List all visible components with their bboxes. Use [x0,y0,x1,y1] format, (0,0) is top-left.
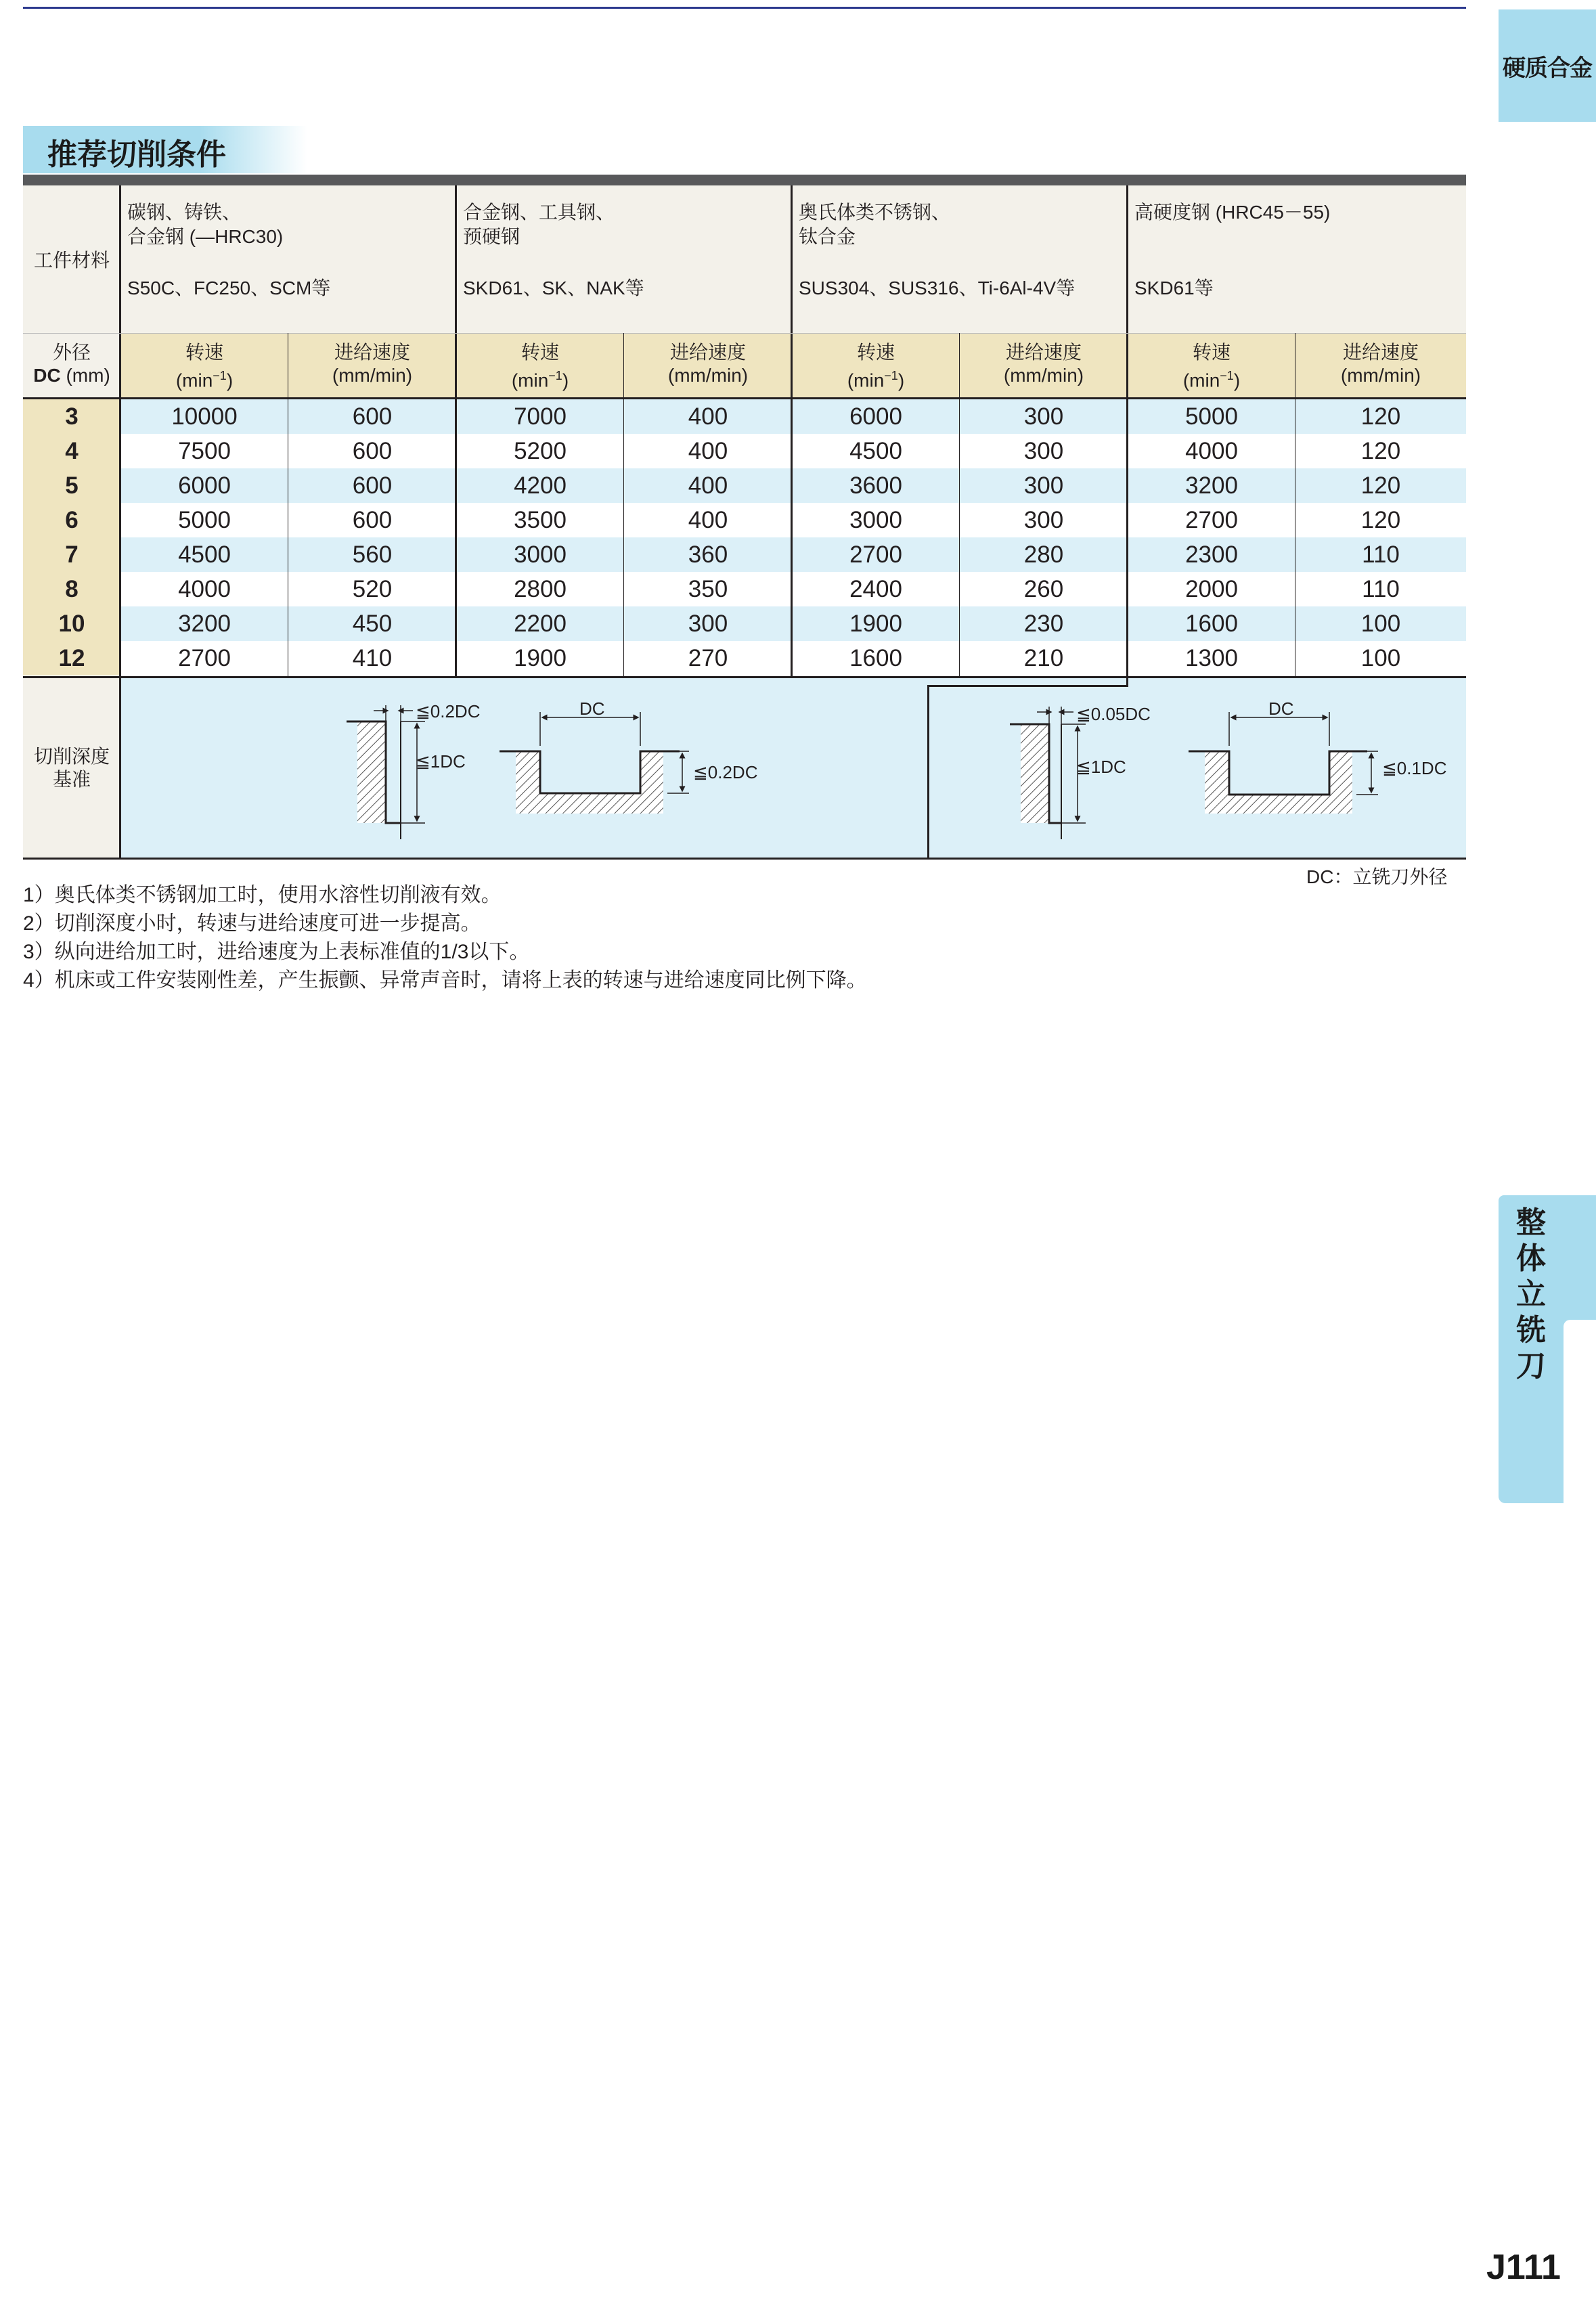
feed-value: 400 [688,438,728,464]
side-milling-diagram-left [347,705,425,839]
section-tab-label [1499,1205,1564,1384]
feed-value: 300 [1023,403,1064,430]
slot-dc-label-left: DC [579,698,605,719]
speed-value: 4500 [849,438,902,464]
tab-char: 铣 [1516,1313,1546,1348]
feed-value: 560 [352,541,393,568]
depth-diagram-svg [120,678,1466,858]
speed-value: 7000 [514,403,567,430]
speed-value: 6000 [178,472,231,499]
section-title-banner [23,126,307,173]
material-label: 工件材料 [33,250,110,271]
speed-header: 转速 $(\min^{-1})$ [1128,333,1295,398]
footnotes [23,881,867,995]
feed-value: 450 [352,610,393,637]
material-examples: SKD61、SK、NAK等 [463,277,644,298]
feed-value: 210 [1023,645,1064,671]
speed-value: 1900 [514,645,567,671]
tab-notch [1564,1320,1596,1509]
speed-value: 7500 [178,438,231,464]
feed-value: 110 [1362,576,1400,602]
dc-value: 5 [23,468,120,503]
grid-line [927,685,1128,687]
feed-value: 120 [1360,438,1401,464]
feed-value: 270 [688,645,728,671]
speed-value: 5000 [1185,403,1238,430]
speed-value: 2800 [514,576,567,602]
material-name: 碳钢、铸铁、 [127,202,242,223]
feed-value: 280 [1023,541,1064,568]
slot-dc-label-right: DC [1268,698,1294,719]
feed-value: 300 [1023,472,1064,499]
grid-line [23,397,1466,399]
feed-value: 300 [1023,438,1064,464]
tab-char: 体 [1516,1241,1546,1276]
table-row [23,606,1466,641]
speed-value: 4500 [178,541,231,568]
tab-char: 刀 [1516,1349,1546,1383]
dc-value: 7 [23,537,120,572]
feed-header: 进给速度 (mm/min) [288,333,456,398]
speed-value: 2300 [1185,541,1238,568]
speed-value: 4000 [178,576,231,602]
dc-header: 外径 DC (mm) [23,333,120,398]
table-row [23,434,1466,468]
dc-note: DC：立铣刀外径 [1306,866,1448,887]
feed-value: 260 [1023,576,1064,602]
speed-value: 3200 [1185,472,1238,499]
dc-value: 3 [23,399,120,434]
speed-value: 3000 [849,507,902,533]
speed-header: 转速 $(\min^{-1})$ [456,333,624,398]
material-examples: SUS304、SUS316、Ti-6Al-4V等 [799,277,1076,298]
dc-value: 4 [23,434,120,468]
grid-line [959,333,960,676]
speed-value: 1600 [1185,610,1238,637]
speed-value: 1600 [849,645,902,671]
side-ap-label-right: ≦1DC [1076,757,1126,777]
speed-value: 2400 [849,576,902,602]
material-examples: S50C、FC250、SCM等 [127,277,331,298]
tab-char: 整 [1516,1205,1546,1240]
footnote: 3）纵向进给加工时，进给速度为上表标准值的1/3以下。 [23,941,530,963]
material-name: 钛合金 [799,226,856,247]
dc-value: 12 [23,641,120,675]
material-cell [120,185,456,333]
grid-line [23,676,1466,678]
material-cell [456,185,792,333]
dc-value: 6 [23,503,120,537]
speed-value: 5200 [514,438,567,464]
feed-value: 400 [688,403,728,430]
material-name: 高硬度钢 (HRC45－55) [1134,202,1331,223]
side-ae-label-right: ≦0.05DC [1076,704,1151,724]
material-cell [792,185,1128,333]
side-ae-label-left: ≦0.2DC [416,701,481,721]
footnote: 4）机床或工件安装刚性差，产生振颤、异常声音时，请将上表的转速与进给速度同比例下降。 [23,969,867,992]
slot-ap-label-left: ≦0.2DC [693,762,758,782]
material-examples: SKD61等 [1134,277,1214,298]
feed-value: 100 [1360,610,1401,637]
feed-value: 230 [1023,610,1064,637]
speed-value: 3000 [514,541,567,568]
material-name: 预硬钢 [463,226,520,247]
feed-header: 进给速度 (mm/min) [624,333,792,398]
table-row [23,572,1466,606]
slot-ap-label-right: ≦0.1DC [1382,758,1447,778]
feed-value: 410 [352,645,393,671]
material-name: 合金钢、工具钢、 [463,202,615,223]
dc-value: 8 [23,572,120,606]
category-tab-carbide[interactable] [1499,9,1596,122]
material-name: 合金钢 (—HRC30) [127,226,284,247]
feed-value: 600 [352,507,393,533]
speed-value: 6000 [849,403,902,430]
feed-header: 进给速度 (mm/min) [1295,333,1466,398]
feed-value: 600 [352,472,393,499]
feed-value: 600 [352,438,393,464]
feed-value: 400 [688,472,728,499]
speed-value: 1300 [1185,645,1238,671]
table-row [23,641,1466,675]
material-row [23,185,1466,333]
speed-value: 2700 [849,541,902,568]
feed-value: 120 [1360,507,1401,533]
table-row [23,468,1466,503]
side-milling-diagram-right [1010,707,1086,839]
feed-header: 进给速度 (mm/min) [960,333,1128,398]
feed-value: 400 [688,507,728,533]
speed-value: 2700 [178,645,231,671]
grid-line [623,333,624,676]
grid-line [120,333,1466,334]
feed-value: 350 [688,576,728,602]
feed-value: 120 [1360,472,1401,499]
footnote: 1）奥氏体类不锈钢加工时，使用水溶性切削液有效。 [23,884,502,906]
feed-value: 100 [1360,645,1401,671]
table-row [23,537,1466,572]
speed-value: 3500 [514,507,567,533]
grid-line [1126,185,1128,686]
dc-value: 10 [23,606,120,641]
material-cell [1128,185,1466,333]
depth-label: 切削深度 基准 [23,678,120,858]
speed-value: 4000 [1185,438,1238,464]
feed-value: 600 [352,403,393,430]
speed-value: 2700 [1185,507,1238,533]
speed-value: 2000 [1185,576,1238,602]
footnote: 2）切削深度小时，转速与进给速度可进一步提高。 [23,912,481,935]
grid-line [119,185,121,858]
speed-header: 转速 $(\min^{-1})$ [792,333,960,398]
speed-value: 3200 [178,610,231,637]
speed-value: 1900 [849,610,902,637]
table-top-bar [23,175,1466,185]
table-row [23,503,1466,537]
table-row [23,399,1466,434]
grid-line [23,858,1466,860]
speed-value: 3600 [849,472,902,499]
tab-char: 立 [1516,1277,1546,1312]
section-title: 推荐切削条件 [47,137,226,172]
category-tab-label: 硬质合金 [1503,54,1592,82]
grid-line [455,185,457,678]
speed-value: 2200 [514,610,567,637]
slot-milling-diagram-right [1189,712,1378,814]
page-number: J111 [1486,2248,1561,2287]
feed-value: 300 [688,610,728,637]
feed-value: 110 [1362,541,1400,568]
speed-value: 10000 [171,403,238,430]
speed-value: 4200 [514,472,567,499]
speed-header: 转速 $(\min^{-1})$ [120,333,288,398]
side-ap-label-left: ≦1DC [416,751,466,772]
material-name: 奥氏体类不锈钢、 [799,202,951,223]
feed-value: 120 [1360,403,1401,430]
header-row [23,333,1466,398]
grid-line [927,685,929,858]
grid-line [791,185,793,678]
feed-value: 520 [352,576,393,602]
feed-value: 300 [1023,507,1064,533]
slot-milling-diagram-left [500,712,689,814]
depth-diagrams [120,678,1466,858]
feed-value: 360 [688,541,728,568]
top-rule [23,7,1466,9]
speed-value: 5000 [178,507,231,533]
